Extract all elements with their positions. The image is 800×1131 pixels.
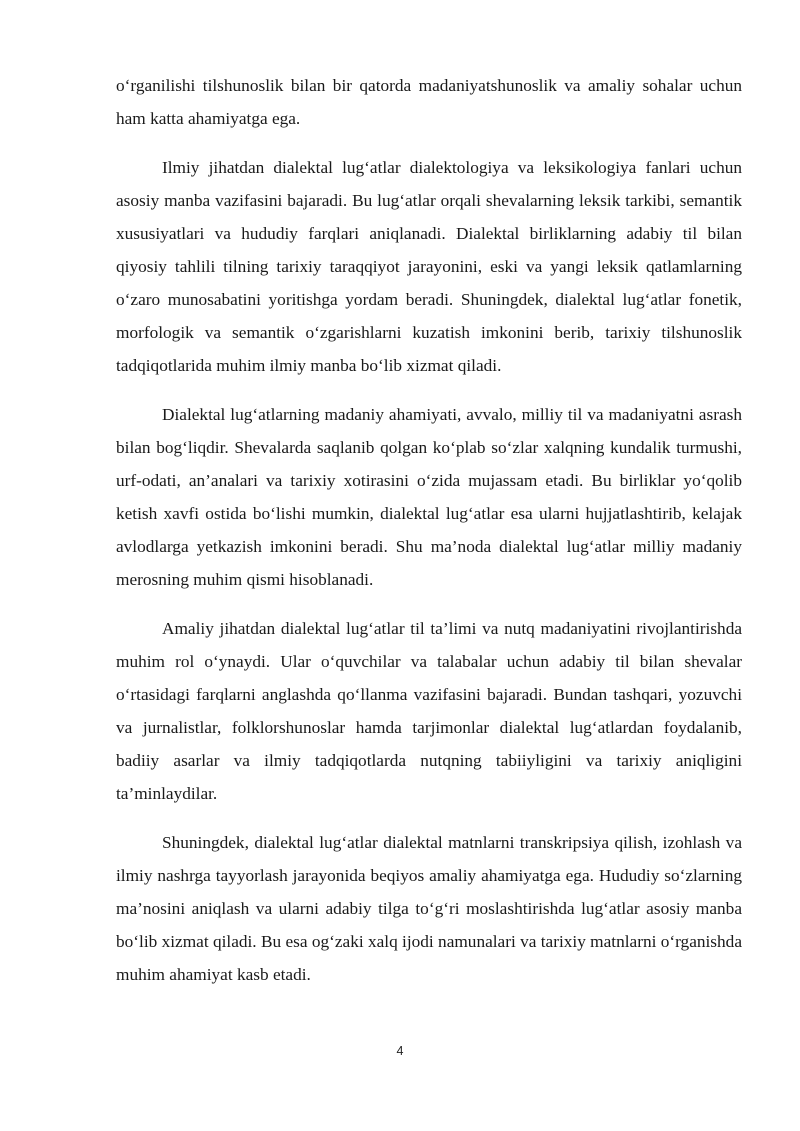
- paragraph-cultural-significance: Dialektal lug‘atlarning madaniy ahamiyati, avvalo, milliy til va madaniyatni asrash bilan bog‘liqdir. Shevalarda saqlanib qolgan ko‘plab so‘zlar xalqning kundalik turmushi, urf-odati, an’analari va tarixiy xotirasini o‘zida mujassam etadi. Bu birliklar yo‘qolib ketish xavfi ostida bo‘lishi mumkin, dialektal lug‘atlar esa ularni hujjatlashtirib, kelajak avlodlarga yetkazish imkonini beradi. Shu ma’noda dialektal lug‘atlar milliy madaniy merosning muhim qismi hisoblanadi.: [116, 405, 742, 589]
- paragraph-practical-significance: Amaliy jihatdan dialektal lug‘atlar til ta’limi va nutq madaniyatini rivojlantirishda muhim rol o‘ynaydi. Ular o‘quvchilar va talabalar uchun adabiy til bilan shevalar o‘rtasidagi farqlarni anglashda qo‘llanma vazifasini bajaradi. Bundan tashqari, yozuvchi va jurnalistlar, folklorshunoslar hamda tarjimonlar dialektal lug‘atlardan foydalanib, badiiy asarlar va ilmiy tadqiqotlarda nutqning tabiiyligini va tarixiy aniqligini ta’minlaydilar.: [116, 619, 742, 803]
- page-number: 4: [396, 1044, 404, 1058]
- paragraph-continuation: o‘rganilishi tilshunoslik bilan bir qatorda madaniyatshunoslik va amaliy sohalar uchun ham katta ahamiyatga ega.: [116, 76, 742, 128]
- paragraph-transcription-significance: Shuningdek, dialektal lug‘atlar dialektal matnlarni transkripsiya qilish, izohlash va ilmiy nashrga tayyorlash jarayonida beqiyos amaliy ahamiyatga ega. Hududiy so‘zlarning ma’nosini aniqlash va ularni adabiy tilga to‘g‘ri moslashtirishda lug‘atlar asosiy manba bo‘lib xizmat qiladi. Bu esa og‘zaki xalq ijodi namunalari va tarixiy matnlarni o‘rganishda muhim ahamiyat kasb etadi.: [116, 833, 742, 984]
- paragraph-scientific-significance: Ilmiy jihatdan dialektal lug‘atlar dialektologiya va leksikologiya fanlari uchun asosiy manba vazifasini bajaradi. Bu lug‘atlar orqali shevalarning leksik tarkibi, semantik xususiyatlari va hududiy farqlari aniqlanadi. Dialektal birliklarning adabiy til bilan qiyosiy tahlili tilning tarixiy taraqqiyot jarayonini, eski va yangi leksik qatlamlarning o‘zaro munosabatini yoritishga yordam beradi. Shuningdek, dialektal lug‘atlar fonetik, morfologik va semantik o‘zgarishlarni kuzatish imkonini berib, tarixiy tilshunoslik tadqiqotlarida muhim ilmiy manba bo‘lib xizmat qiladi.: [116, 158, 742, 375]
- body-text: [116, 69, 742, 991]
